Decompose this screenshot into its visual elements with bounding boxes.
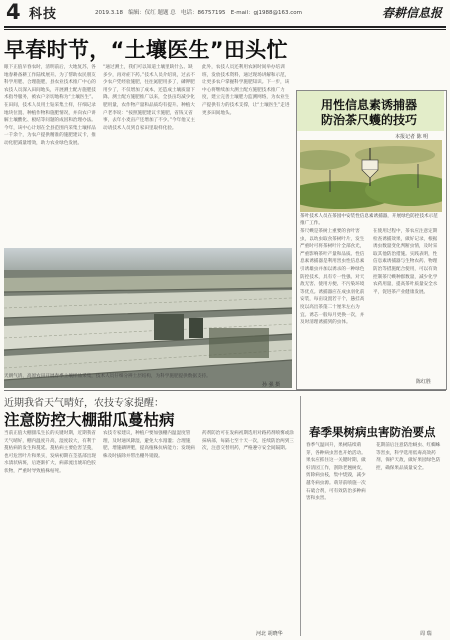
fruit-column-1: 春季气温回升，果树陆续萌芽，各种病虫害也开始活动。果农应抓住这一关键时期，做好清园工作，刮除老翘树皮，剪除病虫枝，集中烧毁，减少越冬病虫源。萌芽前喷施一次石硫合剂，可有效防治多种病害和虫害。 [306, 443, 366, 502]
tea-headline-line-1: 用性信息素诱捕器 [320, 98, 417, 112]
tea-headline-line-2: 防治茶尺蠖的技巧 [320, 113, 417, 127]
melon-byline: 河北 胡晓华 [256, 631, 283, 637]
section-title: 科技 [29, 7, 58, 22]
header-rule-thin [4, 29, 446, 30]
tea-body-left: 茶尺蠖是茶树上重要的食叶害虫，以幼虫取食茶树叶片，发生严重时可将茶树叶片全部食光，严重影响茶叶产量和品质。性信息素诱捕器是利用害虫性信息素引诱雄虫并加以诱杀的一种绿色防控技术，具有专一性强、对天敌无害、使用方便、不污染环境等优点。诱捕器应在成虫羽化前安装，每亩设置若干个，悬挂高度以高出茶蓬二十厘米左右为宜。诱芯一般每月更换一次，并及时清理诱捕到的虫体。 [300, 229, 365, 326]
tea-end-byline: 陈红胜 [416, 379, 432, 385]
article-column-1: 眼下正值早春农时，清明前后，大地复苏，各地春耕备耕工作陆续展开。为了帮助农民朋友科学用肥、合理施肥，县农业技术推广中心的农技人员深入田间地头，开展测土配方施肥技术指导服务，被农户亲切地称为“土壤医生”。在田间，技术人员用土钻采集土样，仔细记录地块位置、种植作物和施肥情况，并向农户讲解土壤酸化、板结等问题的成因和治理办法。今年，该中心计划在全县范围内采集土壤样品一千余个，为农户提供精准的施肥建议卡，推动化肥减量增效，助力农业绿色发展。 [4, 65, 97, 146]
main-headline: 早春时节，“土壤医生”田头忙 [4, 38, 288, 62]
tea-body-right: 在使用过程中，茶农应注意定期检查诱捕效果，做好记录，根据诱虫数量变化判断虫情，及时采取其他防治措施。实践表明，性信息素诱捕器与生物农药、物理防治等措施配合使用，可以有效控制茶尺蠖种群数量，减少化学农药用量，提高茶叶质量安全水平，促进茶产业健康发展。 [373, 229, 438, 295]
field-sampling-photo [4, 248, 292, 388]
fruit-byline: 周 瑞 [420, 631, 432, 637]
newspaper-masthead: 春耕信息报 [381, 6, 442, 20]
issue-date: 2019.3.18 [95, 10, 123, 16]
page-number: 4 [6, 0, 21, 24]
phone-line: 电话：86757195 [181, 10, 226, 16]
editor-line: 编辑：仪红 题题 总 [128, 10, 176, 16]
field-photo-illustration [4, 248, 292, 388]
melon-column-3: 药剂防治可在发病初期选用对路药剂喷雾或涂抹病部，每隔七至十天一次，连续防治两到三次，注意交替用药，严格遵守安全间隔期。 [202, 431, 294, 452]
tea-box-headline [300, 98, 438, 128]
fruit-article-headline: 春季果树病虫害防治要点 [309, 425, 436, 439]
section-divider [4, 390, 446, 391]
header-info [95, 8, 302, 16]
melon-article-kicker: 近期我省天气晴好，农技专家提醒： [4, 398, 164, 409]
page-header [0, 0, 450, 26]
melon-article-headline: 注意防控大棚甜瓜蔓枯病 [4, 411, 175, 429]
tea-photo-caption: 茶叶技术人员在茶园中安装性信息素诱捕器，开展绿色防控技术示范推广工作。 [300, 214, 438, 226]
field-photo-caption: 天朗气清，高原农田开展春季土壤样品采集，技术人员仔细分辨土层结构，为科学施肥提供数据支持。 [4, 374, 211, 379]
email-line: E-mail：gj1988@163.com [230, 10, 303, 16]
melon-column-1: 当前正值大棚甜瓜生长的关键时期，近期我省天气晴好，棚内温度升高，湿度较大，有利于蔓枯病的发生和蔓延。蔓枯病主要危害茎蔓，也可危害叶片和果实，发病初期在茎基部出现水渍状病斑，后逐渐扩大，病部流出琥珀色胶状物，严重时导致植株枯死。 [4, 431, 96, 474]
melon-column-2: 农技专家建议，种植户要加强棚内温湿度管理，及时通风降湿，避免大水漫灌；合理施肥，增施磷钾肥，提高植株抗病能力；发现病株及时拔除并带出棚外销毁。 [103, 431, 195, 459]
tea-garden-illustration [300, 140, 442, 212]
tea-garden-photo [300, 140, 442, 212]
header-rule [4, 26, 446, 28]
tea-box-byline: 本报记者 陈 明 [395, 134, 429, 140]
article-column-3: 此外，农技人员还利用农闲时间举办培训班，发放技术资料，通过现场讲解和示范，让更多农户掌握科学施肥知识。下一步，该中心将继续加大测土配方施肥技术推广力度，建立完善土壤肥力监测网络，为农业生产提供有力的技术支撑，让“土壤医生”走进更多田间地头。 [202, 65, 290, 116]
fruit-article-divider [300, 396, 301, 636]
field-photo-credit: 孙 强 摄 [262, 382, 281, 388]
article-column-2: “通过测土，我们可以知道土壤里缺什么、缺多少，再对症下药。”技术人员介绍说，过去不少农户凭经验施肥，往往氮肥用多了，磷钾肥用少了，不仅增加了成本，还造成土壤质量下降。测土配方施肥推广以来，全县亩均减少化肥用量，农作物产量和品质均有提升。种植大户老李说：“按照施肥建议卡施肥，省钱又省事，去年小麦亩产还增加了不少。”今年他又主动请技术人员到自家田里取样化验。 [103, 65, 195, 131]
fruit-column-2: 花期前后注意防治蚜虫、红蜘蛛等害虫，科学选用低毒高效药剂，保护天敌，做好果园绿色防控，确保果品质量安全。 [376, 443, 441, 471]
